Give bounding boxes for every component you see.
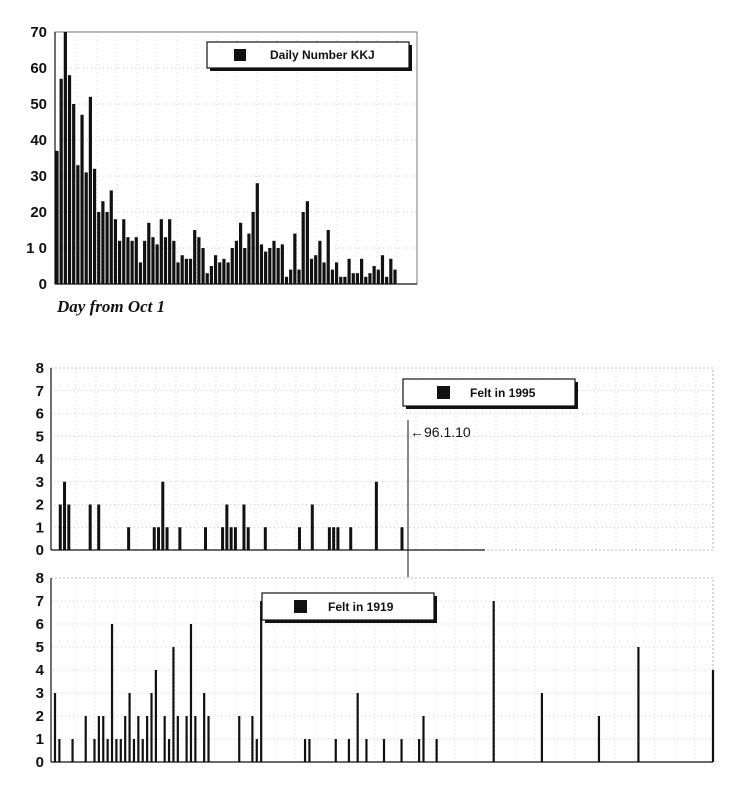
bar — [98, 716, 100, 762]
bar — [297, 270, 300, 284]
bar — [146, 716, 148, 762]
y-tick-label: 8 — [35, 360, 44, 377]
bar — [150, 693, 152, 762]
bar — [55, 151, 58, 284]
bar — [54, 693, 56, 762]
bar — [365, 739, 367, 762]
bar — [206, 273, 209, 284]
bar — [67, 505, 70, 551]
bar — [401, 527, 404, 550]
bar — [142, 739, 144, 762]
bar — [71, 739, 73, 762]
bar — [207, 716, 209, 762]
bar — [218, 262, 221, 284]
y-tick-label: 5 — [35, 639, 44, 656]
y-tick-label: 20 — [30, 204, 47, 221]
legend-swatch — [234, 49, 246, 61]
bar — [422, 716, 424, 762]
bar — [101, 201, 104, 284]
bar — [178, 527, 181, 550]
bar — [194, 716, 196, 762]
bar — [190, 624, 192, 762]
bar — [268, 248, 271, 284]
y-tick-label: 7 — [35, 382, 44, 400]
bar-series — [59, 482, 404, 550]
legend — [403, 379, 578, 409]
bar — [493, 601, 495, 762]
bar — [348, 739, 350, 762]
bar — [102, 716, 104, 762]
gridlines — [54, 368, 713, 550]
bar — [256, 183, 259, 284]
bar — [381, 255, 384, 284]
bar — [322, 262, 325, 284]
bar — [314, 255, 317, 284]
bar — [126, 237, 129, 284]
bar — [637, 647, 639, 762]
bar — [375, 482, 378, 550]
bar — [310, 259, 313, 284]
bar — [151, 237, 154, 284]
bar — [226, 262, 229, 284]
bar — [302, 212, 305, 284]
bar — [335, 262, 338, 284]
y-tick-label: 1 — [35, 731, 44, 748]
date-marker-label: ←96.1.10 — [410, 424, 471, 440]
bar — [139, 262, 142, 284]
bar — [63, 482, 66, 550]
bar — [234, 527, 237, 550]
bar — [118, 241, 121, 284]
bar — [133, 739, 135, 762]
bar — [189, 259, 192, 284]
bar — [247, 234, 250, 284]
bar — [389, 259, 392, 284]
bar — [147, 223, 150, 284]
bar — [166, 527, 169, 550]
bar — [177, 716, 179, 762]
bar — [418, 739, 420, 762]
bar — [105, 212, 108, 284]
bar — [161, 482, 164, 550]
bar — [393, 270, 396, 284]
bar — [93, 169, 96, 284]
bar — [332, 527, 335, 550]
bar — [222, 259, 225, 284]
bar — [281, 244, 284, 284]
bar — [160, 219, 163, 284]
bar — [115, 739, 117, 762]
bar — [712, 670, 714, 762]
y-axis-ticks — [36, 360, 45, 559]
bar — [400, 739, 402, 762]
bar — [306, 201, 309, 284]
bar — [298, 527, 301, 550]
bar — [328, 527, 331, 550]
legend-label: Daily Number KKJ — [270, 48, 375, 62]
y-tick-label: 0 — [35, 542, 44, 559]
bar — [357, 693, 359, 762]
bar — [80, 115, 83, 284]
bar — [541, 693, 543, 762]
bar — [335, 739, 337, 762]
legend-label: Felt in 1919 — [328, 600, 394, 614]
chart-kkj-daily — [26, 24, 417, 316]
bar — [93, 739, 95, 762]
bar — [385, 277, 388, 284]
bar — [260, 244, 263, 284]
y-tick-label: 2 — [35, 496, 44, 514]
bar — [68, 75, 71, 284]
bar — [156, 244, 159, 284]
bar — [349, 527, 352, 550]
bar — [164, 716, 166, 762]
bar — [110, 190, 113, 284]
y-tick-label: 6 — [35, 405, 44, 423]
y-tick-label: 3 — [35, 473, 44, 491]
bar — [383, 739, 385, 762]
bar — [181, 255, 184, 284]
bar — [289, 270, 292, 284]
bar — [59, 505, 62, 551]
bar — [304, 739, 306, 762]
bar — [331, 270, 334, 284]
bar — [242, 505, 245, 551]
bar — [58, 739, 60, 762]
bar — [193, 230, 196, 284]
bar — [339, 277, 342, 284]
y-axis-ticks — [36, 570, 45, 771]
y-tick-label: 4 — [35, 451, 44, 468]
bar — [364, 277, 367, 284]
bar — [277, 248, 280, 284]
bar — [172, 647, 174, 762]
bar — [97, 212, 100, 284]
bar — [135, 237, 138, 284]
bar — [231, 248, 234, 284]
bar — [238, 716, 240, 762]
y-tick-label: 0 — [35, 754, 44, 771]
bar — [107, 739, 109, 762]
y-tick-label: 7 — [35, 593, 44, 610]
bar — [143, 241, 146, 284]
y-axis-ticks — [26, 24, 47, 293]
y-tick-label: 30 — [30, 168, 47, 185]
legend-swatch — [437, 386, 450, 399]
y-tick-label: 2 — [35, 708, 44, 725]
y-tick-label: 40 — [30, 132, 47, 149]
bar — [97, 505, 100, 551]
bar — [260, 601, 262, 762]
bar — [436, 739, 438, 762]
y-tick-label: 4 — [35, 662, 44, 679]
bar — [264, 252, 267, 284]
y-tick-label: 3 — [35, 685, 44, 702]
legend — [207, 42, 412, 71]
bar — [285, 277, 288, 284]
bar — [239, 223, 242, 284]
bar — [197, 237, 200, 284]
y-tick-label: 60 — [30, 60, 47, 77]
bar — [60, 79, 63, 284]
legend-label: Felt in 1995 — [470, 386, 536, 400]
bar — [252, 212, 255, 284]
bar — [186, 716, 188, 762]
chart-felt-1995 — [36, 360, 713, 577]
bar — [368, 273, 371, 284]
bar — [157, 527, 160, 550]
y-tick-label: 1 0 — [26, 240, 47, 257]
y-tick-label: 8 — [35, 570, 44, 587]
bar — [235, 241, 238, 284]
bar — [356, 273, 359, 284]
bar — [343, 277, 346, 284]
bar — [225, 505, 228, 551]
bar — [311, 505, 314, 551]
bar — [172, 241, 175, 284]
bar — [155, 670, 157, 762]
bar — [373, 266, 376, 284]
bar — [348, 259, 351, 284]
chart-felt-1919 — [36, 570, 714, 771]
bar — [251, 716, 253, 762]
bar — [127, 527, 130, 550]
bar — [221, 527, 224, 550]
bar — [256, 739, 258, 762]
bar — [352, 273, 355, 284]
bar — [124, 716, 126, 762]
bar — [243, 248, 246, 284]
legend — [262, 593, 437, 623]
bar — [111, 624, 113, 762]
bar — [168, 739, 170, 762]
bar — [308, 739, 310, 762]
bar — [176, 262, 179, 284]
bar — [72, 104, 75, 284]
y-tick-label: 70 — [30, 24, 47, 41]
bar — [360, 259, 363, 284]
bar — [293, 234, 296, 284]
bar — [230, 527, 233, 550]
bar — [153, 527, 156, 550]
bar — [210, 266, 213, 284]
bar — [598, 716, 600, 762]
bar — [203, 693, 205, 762]
bar — [272, 241, 275, 284]
bar — [122, 219, 125, 284]
x-axis-label: Day from Oct 1 — [57, 297, 166, 316]
y-tick-label: 0 — [38, 276, 47, 293]
bar-series — [54, 601, 714, 762]
bar — [185, 259, 188, 284]
bar — [89, 97, 92, 284]
bar — [164, 237, 167, 284]
bar — [85, 716, 87, 762]
bar — [128, 693, 130, 762]
bar — [131, 241, 134, 284]
bar — [85, 172, 88, 284]
bar — [120, 739, 122, 762]
bar — [318, 241, 321, 284]
bar — [89, 505, 92, 551]
bar — [247, 527, 250, 550]
bar — [76, 165, 79, 284]
bar — [214, 255, 217, 284]
bar — [204, 527, 207, 550]
legend-swatch — [294, 600, 307, 613]
bar — [168, 219, 171, 284]
bar — [201, 248, 204, 284]
y-tick-label: 6 — [35, 616, 44, 633]
bar — [264, 527, 267, 550]
bar — [137, 716, 139, 762]
y-tick-label: 1 — [35, 519, 44, 537]
y-tick-label: 50 — [30, 96, 47, 113]
bar — [327, 230, 330, 284]
y-tick-label: 5 — [35, 428, 44, 446]
bar — [64, 32, 67, 284]
bar — [377, 270, 380, 284]
bar — [336, 527, 339, 550]
bar — [114, 219, 117, 284]
